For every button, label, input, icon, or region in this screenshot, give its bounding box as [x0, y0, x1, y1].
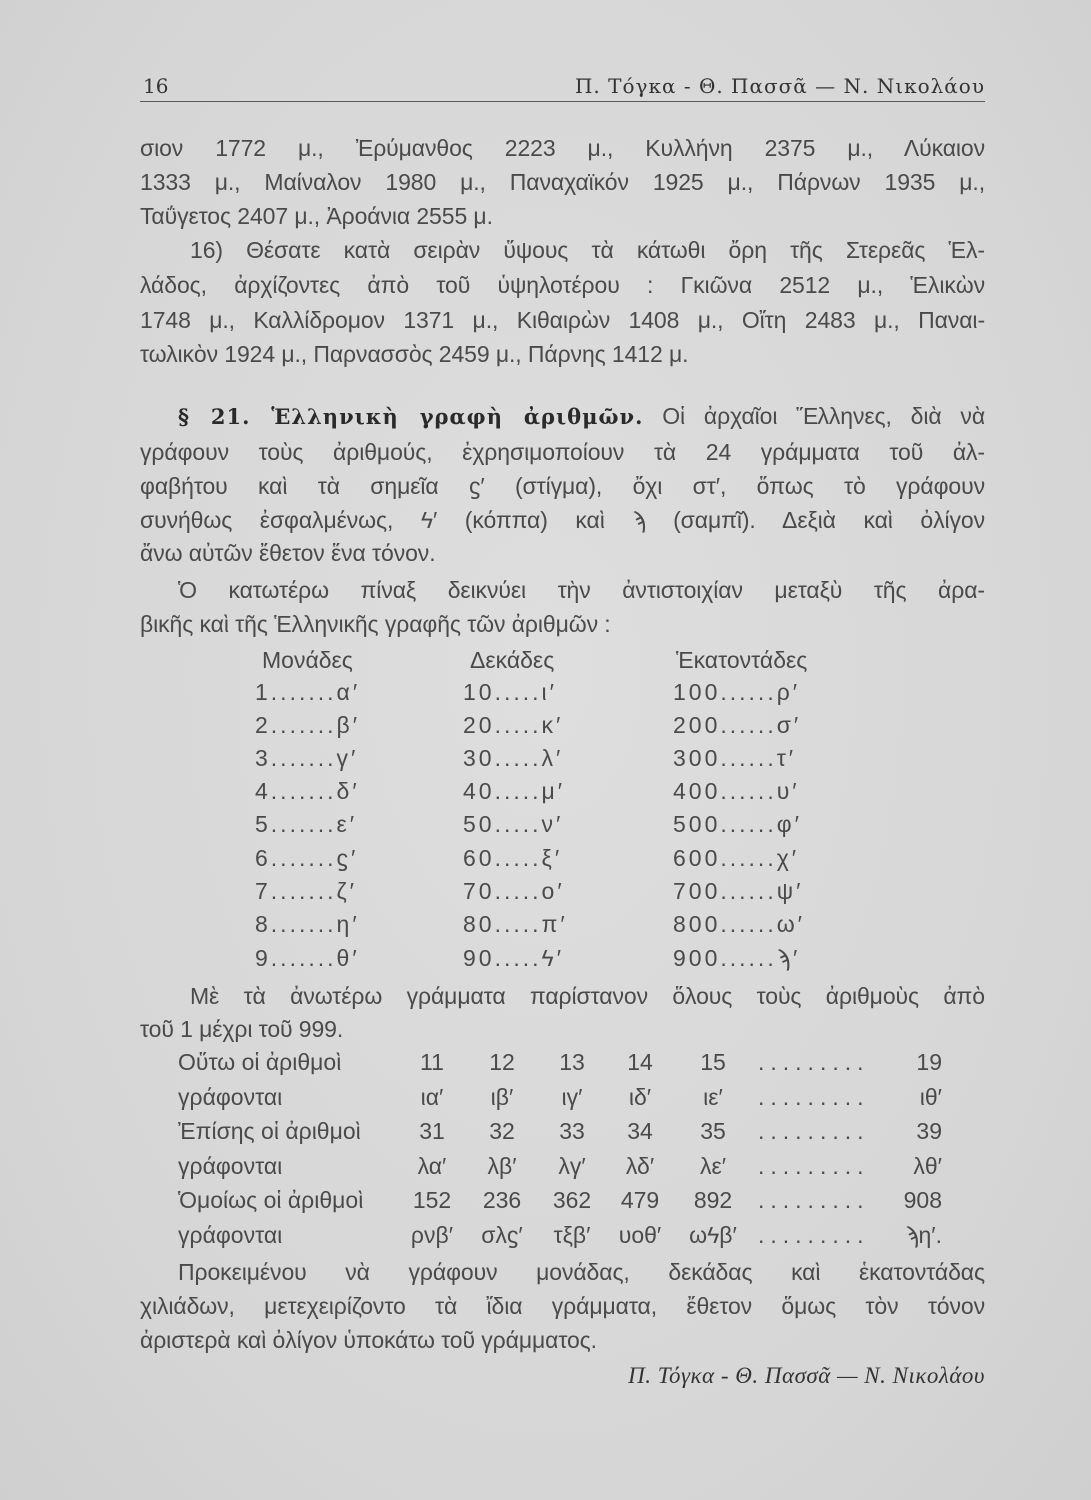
example-cell: 11 — [420, 1049, 444, 1075]
table-header-tens: Δεκάδες — [470, 647, 555, 673]
example-cell: ιγ′ — [561, 1084, 583, 1110]
example-cell: 35 — [700, 1118, 726, 1144]
exercise-16-line: τωλικὸν 1924 μ., Παρνασσὸς 2459 μ., Πάρνης 1412 μ. — [140, 341, 689, 367]
example-cell: 479 — [620, 1187, 660, 1213]
example-cell: 152 — [412, 1187, 452, 1213]
table-cell-tens: 70.....ο′ — [463, 878, 565, 904]
table-cell-units: 2.......β′ — [255, 712, 361, 738]
table-cell-units: 7.......ζ′ — [255, 878, 357, 904]
section-21-heading: § 21. Ἑλληνικὴ γραφὴ ἀριθμῶν. — [178, 404, 644, 429]
example-cell: ωϟβ′ — [689, 1222, 737, 1248]
table-cell-tens: 60.....ξ′ — [463, 845, 563, 871]
paragraph-continued-line: σιον 1772 μ., Ἐρύμανθος 2223 μ., Κυλλήνη 2375 μ., Λύκαιον — [140, 135, 985, 161]
section-21-line: ἄνω αὐτῶν ἔθετον ἕνα τόνον. — [140, 540, 436, 566]
example-cell: 13 — [559, 1049, 585, 1075]
example-cell: 15 — [700, 1049, 726, 1075]
example-leader: ......... — [758, 1153, 870, 1179]
example-cell: 14 — [627, 1049, 653, 1075]
exercise-16-line: λάδος, ἀρχίζοντες ἀπὸ τοῦ ὑψηλοτέρου : Γκιῶνα 2512 μ., Ἑλικὼν — [140, 272, 985, 298]
table-cell-tens: 40.....μ′ — [463, 778, 566, 804]
example-last-value: ϡη′. — [905, 1222, 942, 1248]
example-cell: 31 — [419, 1118, 445, 1144]
example-cell: 236 — [482, 1187, 522, 1213]
header-rule — [140, 101, 985, 102]
table-cell-tens: 90.....ϟ′ — [463, 945, 565, 971]
example-last-value: 19 — [916, 1049, 942, 1075]
table-cell-units: 5.......ε′ — [255, 811, 358, 837]
example-row-label: Οὕτω οἱ ἀριθμοὶ — [178, 1049, 342, 1075]
example-cell: 892 — [693, 1187, 733, 1213]
table-summary-line: Μὲ τὰ ἀνωτέρω γράμματα παρίστανον ὅλους τοὺς ἀριθμοὺς ἀπὸ — [190, 983, 985, 1009]
example-cell: λγ′ — [558, 1153, 586, 1179]
example-cell: 12 — [489, 1049, 515, 1075]
example-row-label: Ὁμοίως οἱ ἀριθμοὶ — [178, 1187, 364, 1213]
example-cell: ρνβ′ — [410, 1222, 454, 1248]
table-header-units: Μονάδες — [262, 647, 353, 673]
table-cell-units: 6.......ϛ′ — [255, 845, 359, 871]
example-row-label: γράφονται — [178, 1084, 283, 1110]
example-row-label: γράφονται — [178, 1153, 283, 1179]
example-row-label: γράφονται — [178, 1222, 283, 1248]
example-leader: ......... — [758, 1049, 870, 1075]
table-cell-hundreds: 500......φ′ — [673, 811, 802, 837]
closing-paragraph-line: Προκειμένου νὰ γράφουν μονάδας, δεκάδας καὶ ἑκατοντάδας — [178, 1259, 985, 1285]
paragraph-continued-line: 1333 μ., Μαίναλον 1980 μ., Παναχαϊκόν 1925 μ., Πάρνων 1935 μ., — [140, 169, 985, 195]
example-last-value: ιθ′ — [919, 1084, 942, 1110]
table-cell-tens: 50.....ν′ — [463, 811, 564, 837]
table-cell-units: 1.......α′ — [255, 679, 361, 705]
example-cell: ιε′ — [703, 1084, 723, 1110]
table-cell-units: 3.......γ′ — [255, 745, 359, 771]
table-cell-hundreds: 300......τ′ — [673, 745, 797, 771]
table-cell-tens: 20.....κ′ — [463, 712, 564, 738]
running-title: Π. Τόγκα - Θ. Πασσᾶ — Ν. Νικολάου — [574, 74, 985, 98]
table-cell-units: 8.......η′ — [255, 911, 360, 937]
example-cell: ιδ′ — [628, 1084, 652, 1110]
example-leader: ......... — [758, 1187, 870, 1213]
table-cell-hundreds: 100......ρ′ — [673, 679, 801, 705]
table-cell-tens: 80.....π′ — [463, 911, 568, 937]
paragraph-continued-line: Ταΰγετος 2407 μ., Ἀροάνια 2555 μ. — [140, 203, 493, 229]
footer-signature: Π. Τόγκα - Θ. Πασσᾶ — Ν. Νικολάου — [628, 1363, 985, 1388]
example-leader: ......... — [758, 1118, 870, 1144]
example-last-value: 39 — [916, 1118, 942, 1144]
page-number: 16 — [143, 74, 169, 98]
example-leader: ......... — [758, 1222, 870, 1248]
table-cell-tens: 30.....λ′ — [463, 745, 564, 771]
table-cell-hundreds: 600......χ′ — [673, 845, 800, 871]
example-row-label: Ἐπίσης οἱ ἀριθμοὶ — [178, 1118, 361, 1144]
example-cell: λδ′ — [625, 1153, 655, 1179]
table-cell-hundreds: 200......σ′ — [673, 712, 802, 738]
table-cell-units: 4.......δ′ — [255, 778, 360, 804]
closing-paragraph-line: ἀριστερὰ καὶ ὀλίγον ὑποκάτω τοῦ γράμματος. — [140, 1327, 597, 1353]
table-cell-tens: 10.....ι′ — [463, 679, 557, 705]
section-21-line: φαβήτου καὶ τὰ σημεῖα ϛ′ (στίγμα), ὄχι στ′, ὅπως τὸ γράφουν — [140, 473, 985, 499]
example-cell: 32 — [489, 1118, 515, 1144]
section-21-line: συνήθως ἐσφαλμένως, ϟ′ (κόππα) καὶ ϡ (σαμπῖ). Δεξιὰ καὶ ὀλίγον — [140, 507, 985, 533]
exercise-16-line: 1748 μ., Καλλίδρομον 1371 μ., Κιθαιρὼν 1408 μ., Οἴτη 2483 μ., Παναι- — [140, 307, 985, 333]
table-intro-line: Ὁ κατωτέρω πίναξ δεικνύει τὴν ἀντιστοιχίαν μεταξὺ τῆς ἀρα- — [178, 577, 985, 603]
table-cell-hundreds: 400......υ′ — [673, 778, 800, 804]
example-cell: 34 — [627, 1118, 653, 1144]
example-cell: υοθ′ — [618, 1222, 662, 1248]
example-last-value: λθ′ — [913, 1153, 942, 1179]
example-cell: λε′ — [699, 1153, 727, 1179]
closing-paragraph-line: χιλιάδων, μετεχειρίζοντο τὰ ἴδια γράμματα, ἔθετον ὅμως τὸν τόνον — [140, 1293, 985, 1319]
example-cell: 33 — [559, 1118, 585, 1144]
example-cell: 362 — [552, 1187, 592, 1213]
example-cell: λα′ — [417, 1153, 447, 1179]
exercise-16-line: 16) Θέσατε κατὰ σειρὰν ὕψους τὰ κάτωθι ὄρη τῆς Στερεᾶς Ἑλ- — [190, 237, 985, 263]
example-cell: τξβ′ — [553, 1222, 591, 1248]
table-summary-line: τοῦ 1 μέχρι τοῦ 999. — [140, 1016, 344, 1042]
table-cell-units: 9.......θ′ — [255, 945, 360, 971]
example-cell: σλϛ′ — [481, 1222, 523, 1248]
table-intro-line: βικῆς καὶ τῆς Ἑλληνικῆς γραφῆς τῶν ἀριθμῶν : — [140, 611, 611, 637]
example-cell: ιβ′ — [490, 1084, 514, 1110]
table-cell-hundreds: 700......ψ′ — [673, 878, 804, 904]
section-21-line: γράφουν τοὺς ἀριθμούς, ἐχρησιμοποίουν τὰ 24 γράμματα τοῦ ἀλ- — [140, 439, 985, 465]
example-cell: λβ′ — [487, 1153, 517, 1179]
section-21-first-line-text: Οἱ ἀρχαῖοι Ἕλληνες, διὰ νὰ — [662, 403, 986, 429]
example-last-value: 908 — [903, 1187, 942, 1213]
example-cell: ια′ — [420, 1084, 444, 1110]
example-leader: ......... — [758, 1084, 870, 1110]
table-cell-hundreds: 800......ω′ — [673, 911, 805, 937]
table-cell-hundreds: 900......ϡ′ — [673, 945, 801, 971]
section-21-first-line — [178, 399, 985, 433]
table-header-hundreds: Ἑκατοντάδες — [676, 647, 808, 673]
